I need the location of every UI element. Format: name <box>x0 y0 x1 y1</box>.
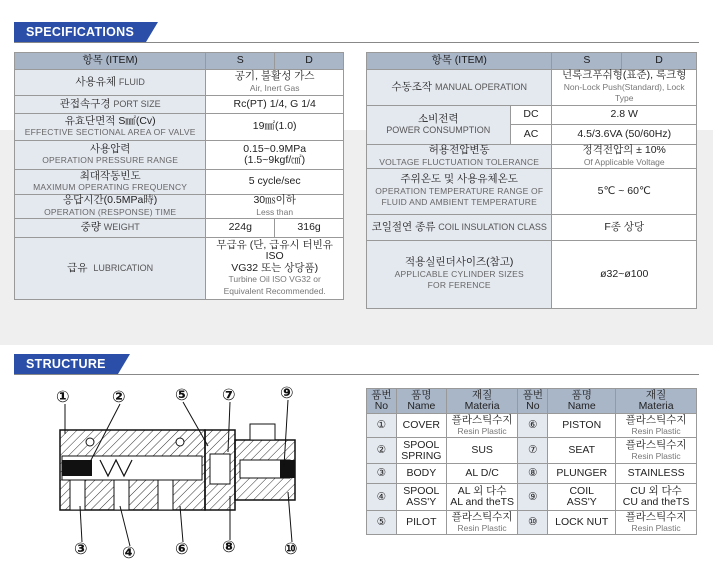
part-no: ⑦ <box>518 438 548 464</box>
diagram-label-1: ① <box>56 387 70 406</box>
part-no: ⑥ <box>518 414 548 438</box>
coil-label: 코일절연 종류 COIL INSULATION CLASS <box>367 215 552 241</box>
voltage-label: 허용전압변동 VOLTAGE FLUCTUATION TOLERANCE <box>367 145 552 169</box>
part-material: 플라스틱수지 Resin Plastic <box>446 414 518 438</box>
part-material: SUS <box>446 438 518 464</box>
part-no: ⑨ <box>518 484 548 511</box>
weight-s-value: 224g <box>206 219 275 238</box>
power-label: 소비전력 POWER CONSUMPTION <box>367 106 511 145</box>
diagram-label-6: ⑥ <box>175 539 189 558</box>
temperature-label: 주위온도 및 사용유체온도 OPERATION TEMPERATURE RANGE OF FLUID AND AMBIENT TEMPERATURE <box>367 169 552 215</box>
part-no: ⑧ <box>518 464 548 484</box>
part-name: PILOT <box>396 511 446 535</box>
spec-table-left <box>14 52 344 300</box>
d-header-right: D <box>622 53 697 70</box>
table-row <box>367 484 697 511</box>
port-label: 관접속구경 PORT SIZE <box>15 96 206 114</box>
parts-table <box>366 388 697 535</box>
part-no: ④ <box>367 484 397 511</box>
part-name: LOCK NUT <box>548 511 616 535</box>
part-material: STAINLESS <box>616 464 697 484</box>
area-value: 19㎟(1.0) <box>206 114 344 141</box>
part-material: CU 외 다수 CU and theTS <box>616 484 697 511</box>
response-value: 30㎳이하 Less than <box>206 195 344 219</box>
dc-value: 2.8 W <box>552 106 697 125</box>
spec-rule <box>14 42 699 43</box>
valve-body <box>60 430 205 510</box>
part-no: ③ <box>367 464 397 484</box>
ac-value: 4.5/3.6VA (50/60Hz) <box>552 125 697 145</box>
part-material: 플라스틱수지 Resin Plastic <box>616 414 697 438</box>
structure-rule <box>14 374 699 375</box>
fluid-value: 공기, 불활성 가스 Air, Inert Gas <box>206 70 344 96</box>
s-header: S <box>206 53 275 70</box>
dc-label: DC <box>510 106 552 125</box>
port-value: Rc(PT) 1/4, G 1/4 <box>206 96 344 114</box>
voltage-value: 정격전압의 ± 10% Of Applicable Voltage <box>552 145 697 169</box>
table-row <box>367 464 697 484</box>
pressure-label: 사용압력 OPERATION PRESSURE RANGE <box>15 141 206 170</box>
part-name: SPOOL ASS'Y <box>396 484 446 511</box>
name-header-2: 품명 Name <box>548 389 616 414</box>
response-label: 응답시간(0.5MPa時) OPERATION (RESPONSE) TIME <box>15 195 206 219</box>
manual-value: 넌록크푸쉬형(표준), 록크형 Non-Lock Push(Standard), Lock Type <box>552 70 697 106</box>
name-header-1: 품명 Name <box>396 389 446 414</box>
table-row <box>367 438 697 464</box>
part-no: ⑩ <box>518 511 548 535</box>
diagram-label-3: ③ <box>74 539 88 558</box>
frequency-value: 5 cycle/sec <box>206 170 344 195</box>
diagram-label-9: ⑨ <box>280 383 294 402</box>
part-material: 플라스틱수지 Resin Plastic <box>616 511 697 535</box>
no-header-2: 품번 No <box>518 389 548 414</box>
structure-heading: STRUCTURE <box>14 354 118 374</box>
temperature-value: 5℃ ~ 60℃ <box>552 169 697 215</box>
diagram-label-4: ④ <box>122 543 136 562</box>
part-name: COVER <box>396 414 446 438</box>
part-no: ① <box>367 414 397 438</box>
part-name: PISTON <box>548 414 616 438</box>
item-header: 항목 (ITEM) <box>15 53 206 70</box>
ac-label: AC <box>510 125 552 145</box>
part-no: ② <box>367 438 397 464</box>
part-name: PLUNGER <box>548 464 616 484</box>
weight-label: 중량 WEIGHT <box>15 219 206 238</box>
fluid-label: 사용유체 FLUID <box>15 70 206 96</box>
s-header-right: S <box>552 53 622 70</box>
manual-label: 수동조작 MANUAL OPERATION <box>367 70 552 106</box>
table-row <box>367 414 697 438</box>
diagram-label-5: ⑤ <box>175 385 189 404</box>
cylinder-label: 적용실린더사이즈(참고) APPLICABLE CYLINDER SIZES FOR FERENCE <box>367 241 552 309</box>
d-header: D <box>275 53 344 70</box>
diagram-label-8: ⑧ <box>222 537 236 556</box>
specifications-heading: SPECIFICATIONS <box>14 22 146 42</box>
diagram-label-10: ⑩ <box>284 539 298 558</box>
diagram-label-7: ⑦ <box>222 385 236 404</box>
cylinder-value: ø32~ø100 <box>552 241 697 309</box>
diagram-label-2: ② <box>112 387 126 406</box>
part-name: BODY <box>396 464 446 484</box>
part-material: 플라스틱수지 Resin Plastic <box>616 438 697 464</box>
valve-cross-section-diagram <box>40 382 340 562</box>
part-material: 플라스틱수지 Resin Plastic <box>446 511 518 535</box>
item-header-right: 항목 (ITEM) <box>367 53 552 70</box>
part-material: AL 외 다수 AL and theTS <box>446 484 518 511</box>
lubrication-label: 급유 LUBRICATION <box>15 238 206 300</box>
no-header-1: 품번 No <box>367 389 397 414</box>
part-name: COIL ASS'Y <box>548 484 616 511</box>
table-row <box>367 511 697 535</box>
weight-d-value: 316g <box>275 219 344 238</box>
area-label: 유효단면적 S㎟(Cv) EFFECTIVE SECTIONAL AREA OF VALVE <box>15 114 206 141</box>
part-no: ⑤ <box>367 511 397 535</box>
part-name: SEAT <box>548 438 616 464</box>
material-header-1: 재질 Materia <box>446 389 518 414</box>
material-header-2: 재질 Materia <box>616 389 697 414</box>
spec-table-right <box>366 52 697 309</box>
lubrication-value: 무급유 (단, 급유시 터빈유 ISO VG32 또는 상당품) Turbine Oil ISO VG32 or Equivalent Recommended. <box>206 238 344 300</box>
coil-value: F종 상당 <box>552 215 697 241</box>
part-material: AL D/C <box>446 464 518 484</box>
part-name: SPOOL SPRING <box>396 438 446 464</box>
pressure-value: 0.15~0.9MPa (1.5~9kgf/㎠) <box>206 141 344 170</box>
frequency-label: 최대작동빈도 MAXIMUM OPERATING FREQUENCY <box>15 170 206 195</box>
